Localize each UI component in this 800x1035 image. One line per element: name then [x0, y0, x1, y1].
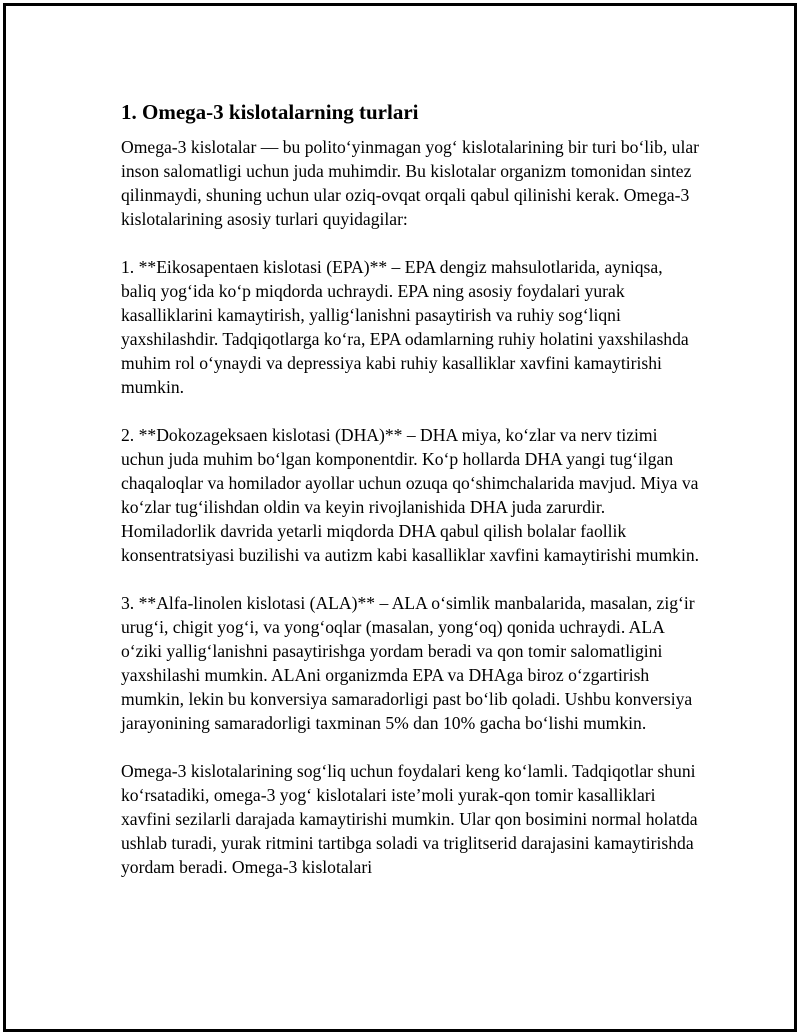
section-heading: 1. Omega-3 kislotalarning turlari [121, 100, 419, 124]
page-frame [3, 3, 797, 1032]
paragraph-epa: 1. **Eikosapentaen kislotasi (EPA)** – EPA dengiz mahsulotlarida, ayniqsa, baliq yog‘ida ko‘p miqdorda uchraydi. EPA ning asosiy foydalari yurak kasalliklarini kamaytirish, yallig‘lanishni pasaytirish va ruhiy sog‘liqni yaxshilashdir. Tadqiqotlarga ko‘ra, EPA odamlarning ruhiy holatini yaxshilashda muhim rol o‘ynaydi va depressiya kabi ruhiy kasalliklar xavfini kamaytirishi mumkin. [121, 257, 689, 397]
paragraph-dha: 2. **Dokozageksaen kislotasi (DHA)** – DHA miya, ko‘zlar va nerv tizimi uchun juda muhim bo‘lgan komponentdir. Ko‘p hollarda DHA yangi tug‘ilgan chaqaloqlar va homilador ayollar uchun ozuqa qo‘shimchalarida mavjud. Miya va ko‘zlar tug‘ilishdan oldin va keyin rivojlanishida DHA juda zarurdir. Homiladorlik davrida yetarli miqdorda DHA qabul qilish bolalar faollik konsentratsiyasi buzilishi va autizm kabi kasalliklar xavfini kamaytirishi mumkin. [121, 425, 700, 565]
paragraph-benefits: Omega-3 kislotalarining sog‘liq uchun foydalari keng ko‘lamli. Tadqiqotlar shuni ko‘rsatadiki, omega-3 yog‘ kislotalari iste’moli yurak-qon tomir kasalliklari xavfini sezilarli darajada kamaytirishi mumkin. Ular qon bosimini normal holatda ushlab turadi, yurak ritmini tartibga soladi va triglitserid darajasini kamaytirishda yordam beradi. Omega-3 kislotalari [121, 761, 698, 877]
paragraph-intro: Omega-3 kislotalar — bu polito‘yinmagan yog‘ kislotalarining bir turi bo‘lib, ular inson salomatligi uchun juda muhimdir. Bu kislotalar organizm tomonidan sintez qilinmaydi, shuning uchun ular oziq-ovqat orqali qabul qilinishi kerak. Omega-3 kislotalarining asosiy turlari quyidagilar: [121, 137, 700, 229]
document-body [121, 99, 701, 879]
paragraph-ala: 3. **Alfa-linolen kislotasi (ALA)** – ALA o‘simlik manbalarida, masalan, zig‘ir urug‘i, chigit yog‘i, va yong‘oqlar (masalan, yong‘oq) qonida uchraydi. ALA o‘ziki yallig‘lanishni pasaytirishga yordam beradi va qon tomir salomatligini yaxshilashi mumkin. ALAni organizmda EPA va DHAga biroz o‘zgartirish mumkin, lekin bu konversiya samaradorligi past bo‘lib qoladi. Ushbu konversiya jarayonining samaradorligi taxminan 5% dan 10% gacha bo‘lishi mumkin. [121, 593, 695, 733]
